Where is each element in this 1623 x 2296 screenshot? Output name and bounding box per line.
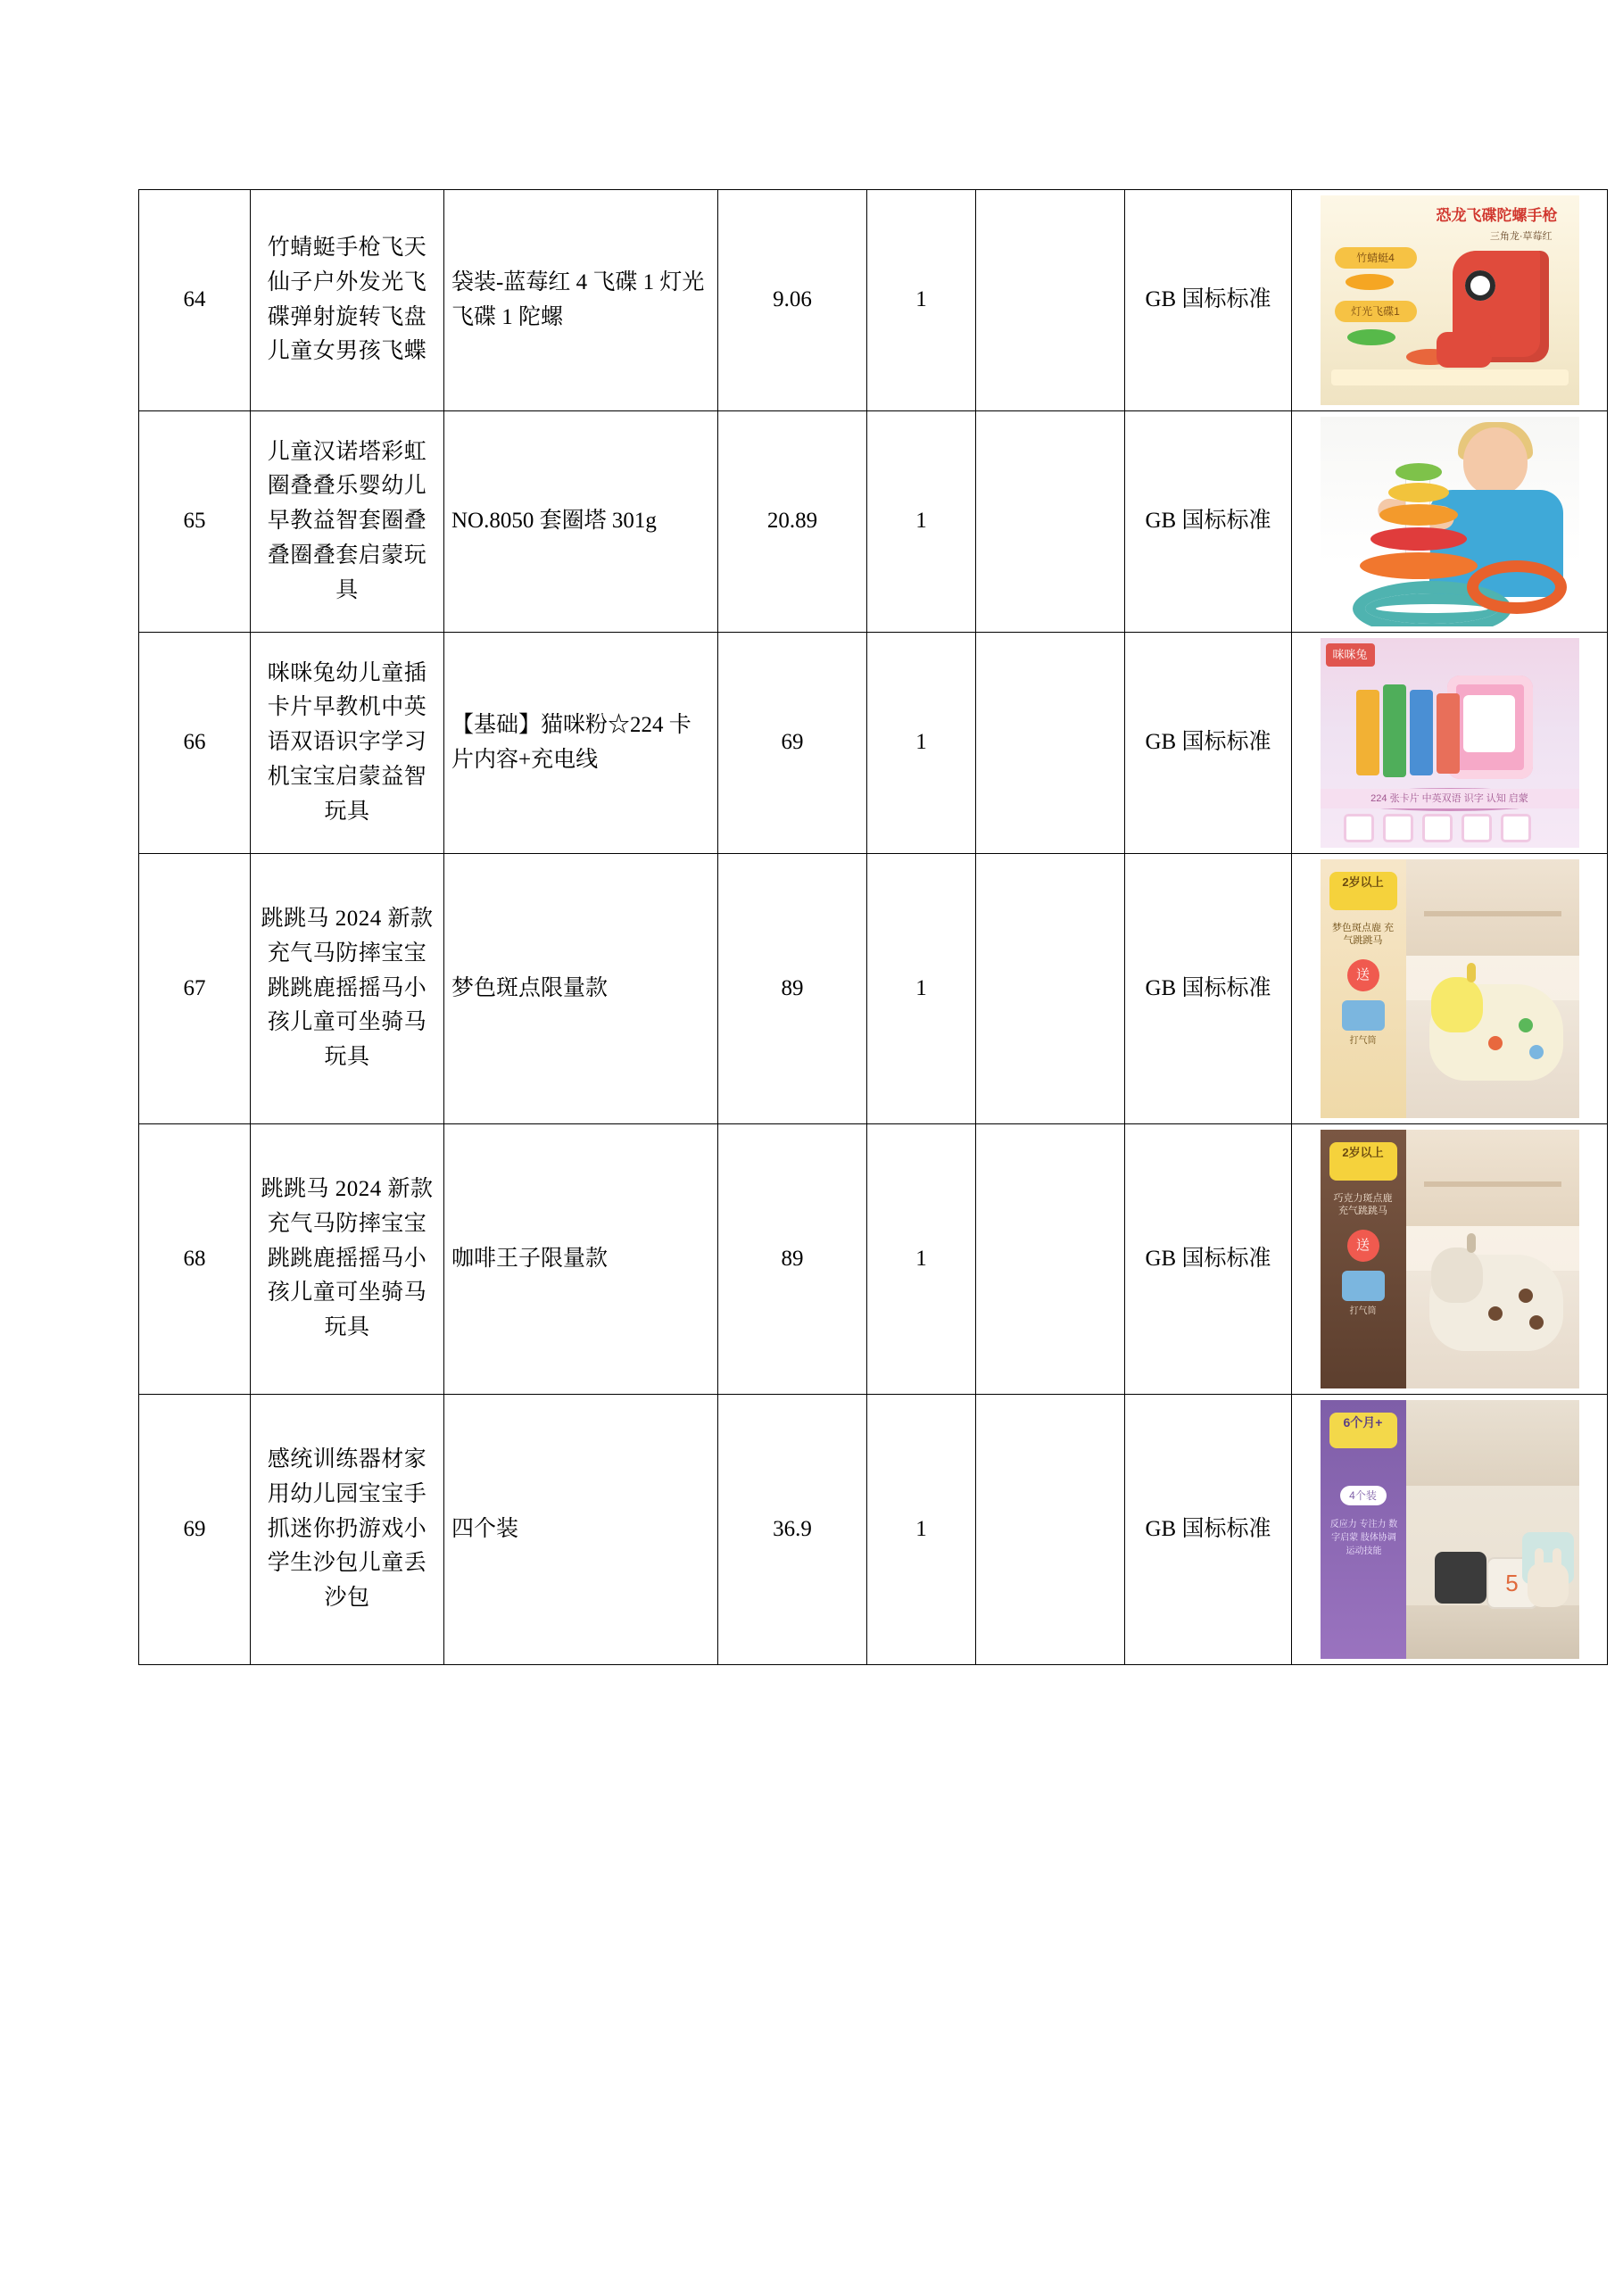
shelf-background xyxy=(1406,859,1579,956)
hopping-horse-head xyxy=(1431,977,1483,1032)
pump-caption: 打气筒 xyxy=(1349,1036,1377,1046)
loose-ring xyxy=(1467,560,1567,614)
product-spec: 袋装-蓝莓红 4 飞碟 1 灯光飞碟 1 陀螺 xyxy=(444,190,718,411)
row-index: 65 xyxy=(139,411,251,633)
horse-spot xyxy=(1488,1306,1503,1321)
stacker-ring xyxy=(1360,552,1478,579)
pack-count-badge: 4个装 xyxy=(1340,1486,1387,1505)
product-note xyxy=(976,633,1125,854)
product-note xyxy=(976,411,1125,633)
gift-badge: 送 xyxy=(1347,959,1379,991)
table-row xyxy=(139,1395,1608,1665)
table-row xyxy=(139,190,1608,411)
poster-badge-2: 灯光飞碟1 xyxy=(1335,301,1417,322)
flash-card xyxy=(1356,690,1379,775)
poster-badge-1: 竹蜻蜓4 xyxy=(1335,247,1417,269)
table-row xyxy=(139,411,1608,633)
hopping-horse-head xyxy=(1431,1247,1483,1303)
product-image-cell xyxy=(1292,190,1608,411)
horse-spot xyxy=(1529,1315,1544,1330)
hopping-horse-coffee-prince-poster xyxy=(1321,1130,1579,1388)
product-note xyxy=(976,1124,1125,1395)
product-name: 感统训练器材家用幼儿园宝宝手抓迷你扔游戏小学生沙包儿童丢沙包 xyxy=(251,1395,444,1665)
product-spec: 【基础】猫咪粉☆224 卡片内容+充电线 xyxy=(444,633,718,854)
product-standard: GB 国标标准 xyxy=(1125,411,1292,633)
product-note xyxy=(976,190,1125,411)
child-head-shape xyxy=(1463,427,1528,495)
product-price: 89 xyxy=(718,854,867,1124)
shelf-background xyxy=(1406,1400,1579,1486)
bean-bag-cube: 5 xyxy=(1486,1557,1538,1609)
product-price: 69 xyxy=(718,633,867,854)
product-note xyxy=(976,1395,1125,1665)
air-pump-shape xyxy=(1342,1271,1385,1301)
product-note xyxy=(976,854,1125,1124)
product-detail-table xyxy=(138,189,1608,1665)
floor-background xyxy=(1406,1605,1579,1659)
pump-caption: 打气筒 xyxy=(1349,1306,1377,1316)
table-row xyxy=(139,633,1608,854)
age-tag: 6个月+ xyxy=(1329,1413,1397,1448)
air-pump-shape xyxy=(1342,1000,1385,1031)
toy-gun-shape xyxy=(1453,251,1549,362)
card-learning-machine-poster xyxy=(1321,638,1579,848)
row-index: 66 xyxy=(139,633,251,854)
product-price: 20.89 xyxy=(718,411,867,633)
stacker-ring xyxy=(1395,463,1442,481)
product-spec: 咖啡王子限量款 xyxy=(444,1124,718,1395)
product-qty: 1 xyxy=(867,633,976,854)
horse-spot xyxy=(1488,1036,1503,1050)
product-qty: 1 xyxy=(867,1395,976,1665)
thumbnail-item xyxy=(1501,814,1531,842)
brand-badge: 咪咪兔 xyxy=(1326,643,1375,667)
product-name: 咪咪兔幼儿童插卡片早教机中英语双语识字学习机宝宝启蒙益智玩具 xyxy=(251,633,444,854)
horse-spot xyxy=(1519,1289,1533,1303)
thumbnail-item xyxy=(1344,814,1374,842)
hopping-horse-horn xyxy=(1467,963,1476,982)
row-index: 64 xyxy=(139,190,251,411)
product-name: 儿童汉诺塔彩虹圈叠叠乐婴幼儿早教益智套圈叠叠圈叠套启蒙玩具 xyxy=(251,411,444,633)
product-image-cell xyxy=(1292,633,1608,854)
poster-subtitle: 三角龙·草莓红 xyxy=(1489,231,1553,242)
age-tag: 2岁以上 xyxy=(1329,1142,1397,1181)
poster-band-text: 224 张卡片 中英双语 识字 认知 启蒙 xyxy=(1321,789,1579,808)
row-index: 68 xyxy=(139,1124,251,1395)
table-row xyxy=(139,1124,1608,1395)
row-index: 69 xyxy=(139,1395,251,1665)
product-image-cell xyxy=(1292,1124,1608,1395)
product-spec: 四个装 xyxy=(444,1395,718,1665)
product-spec: NO.8050 套圈塔 301g xyxy=(444,411,718,633)
product-price: 89 xyxy=(718,1124,867,1395)
flash-card xyxy=(1383,684,1406,777)
product-name: 跳跳马 2024 新款充气马防摔宝宝跳跳鹿摇摇马小孩儿童可坐骑马玩具 xyxy=(251,854,444,1124)
flying-disc-icon xyxy=(1346,274,1394,290)
bunny-toy-shape xyxy=(1528,1562,1569,1607)
product-price: 9.06 xyxy=(718,190,867,411)
hopping-horse-dream-spots-poster xyxy=(1321,859,1579,1118)
product-name: 竹蜻蜓手枪飞天仙子户外发光飞碟弹射旋转飞盘儿童女男孩飞蝶 xyxy=(251,190,444,411)
thumbnail-item xyxy=(1383,814,1413,842)
gift-badge: 送 xyxy=(1347,1230,1379,1262)
product-standard: GB 国标标准 xyxy=(1125,190,1292,411)
product-qty: 1 xyxy=(867,190,976,411)
product-qty: 1 xyxy=(867,411,976,633)
thumbnail-item xyxy=(1462,814,1492,842)
stacker-ring xyxy=(1388,483,1449,502)
product-standard: GB 国标标准 xyxy=(1125,1124,1292,1395)
dinosaur-flying-disc-gun-poster xyxy=(1321,195,1579,405)
product-price: 36.9 xyxy=(718,1395,867,1665)
row-index: 67 xyxy=(139,854,251,1124)
sensory-bean-bag-cubes-poster xyxy=(1321,1400,1579,1659)
product-image-cell xyxy=(1292,1395,1608,1665)
flash-card xyxy=(1437,693,1460,774)
poster-line-text: 巧克力斑点鹿 充气跳跳马 xyxy=(1333,1193,1393,1216)
product-standard: GB 国标标准 xyxy=(1125,854,1292,1124)
card-stack xyxy=(1356,684,1463,783)
stacker-ring xyxy=(1379,504,1458,526)
product-standard: GB 国标标准 xyxy=(1125,1395,1292,1665)
product-spec: 梦色斑点限量款 xyxy=(444,854,718,1124)
thumbnail-item xyxy=(1422,814,1453,842)
hopping-horse-horn xyxy=(1467,1233,1476,1253)
table-row xyxy=(139,854,1608,1124)
stacker-ring xyxy=(1370,527,1467,551)
product-image-cell xyxy=(1292,411,1608,633)
horse-spot xyxy=(1529,1045,1544,1059)
benefits-list: 反应力 专注力 数字启蒙 肢体协调 运动技能 xyxy=(1329,1520,1398,1556)
product-qty: 1 xyxy=(867,1124,976,1395)
bean-bag-cube xyxy=(1435,1552,1486,1604)
product-name: 跳跳马 2024 新款充气马防摔宝宝跳跳鹿摇摇马小孩儿童可坐骑马玩具 xyxy=(251,1124,444,1395)
product-standard: GB 国标标准 xyxy=(1125,633,1292,854)
shelf-background xyxy=(1406,1130,1579,1226)
rainbow-ring-stacker-with-child xyxy=(1321,417,1579,626)
age-tag: 2岁以上 xyxy=(1329,872,1397,910)
flash-card xyxy=(1410,690,1433,775)
poster-title: 恐龙飞碟陀螺手枪 xyxy=(1436,207,1558,224)
poster-tray xyxy=(1331,369,1569,385)
poster-line-text: 梦色斑点鹿 充气跳跳马 xyxy=(1331,923,1395,946)
horse-spot xyxy=(1519,1018,1533,1032)
product-image-cell xyxy=(1292,854,1608,1124)
product-qty: 1 xyxy=(867,854,976,1124)
thumbnail-strip xyxy=(1344,814,1531,842)
flying-disc-icon xyxy=(1347,329,1395,345)
